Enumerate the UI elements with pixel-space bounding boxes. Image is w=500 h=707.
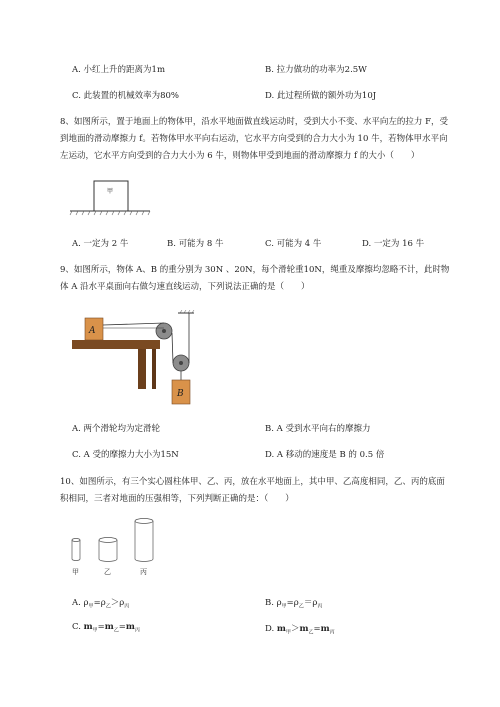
option-label: B. [265,65,274,75]
q9-option-a [72,422,160,434]
option-text: 一定为 2 牛 [83,239,129,249]
operator: ＞ [110,598,120,608]
q7-option-d [265,89,376,101]
operator: = [118,622,126,632]
cylinder-label-bing: 丙 [140,568,147,576]
subscript: 甲 [92,627,98,634]
option-label: C. [72,450,81,460]
option-label: C. [72,622,81,632]
q10-option-b [265,596,322,610]
symbol: m [125,622,135,632]
symbol: ρ [83,598,89,608]
symbol: ρ [312,598,318,608]
table-top [72,340,160,349]
cylinder-bing [135,519,153,562]
symbol: ρ [276,598,282,608]
symbol: m [276,624,286,634]
option-label: A. [72,65,81,75]
subscript: 乙 [308,629,314,636]
operator: ＞ [290,624,300,634]
symbol: ρ [293,598,299,608]
q8-stem: 8、如图所示，置于地面上的物体甲，沿水平地面做直线运动时，受到大小不变、水平向左的拉力 F，受到地面的滑动摩擦力 f。若物体甲水平向右运动，它水平方向受到的合力大小为 10 牛，若物体甲水平向左运动，它水平方向受到的合力大小为 6 牛，则物体甲受到地面的滑动摩擦力 f 的大小（ ） [60,117,449,161]
cylinder-label-yi: 乙 [104,568,111,576]
q10-option-c [72,622,140,634]
option-label: B. [265,424,274,434]
option-label: D. [265,450,275,460]
q10-option-a [72,596,129,610]
option-text: 可能为 8 牛 [178,239,224,249]
subscript: 乙 [105,603,111,610]
q8-option-c [265,237,321,249]
subscript: 甲 [88,603,94,610]
cylinder-yi [99,538,117,562]
subscript: 乙 [298,603,304,610]
option-label: C. [72,91,81,101]
q7-option-a [72,63,165,75]
option-text: A 受的摩擦力大小为15N [83,450,179,460]
q8-option-a [72,237,128,249]
option-label: D. [362,239,372,249]
q9-option-b [265,422,371,434]
option-text: 可能为 4 牛 [276,239,322,249]
symbol: m [104,622,114,632]
subscript: 丙 [329,629,335,636]
cylinder-jia [72,539,80,561]
operator: = [286,598,294,608]
operator: = [313,624,321,634]
option-label: C. [265,239,274,249]
q8-option-d [362,237,424,249]
option-text: A 受到水平向右的摩擦力 [276,424,371,434]
option-text: 拉力做功的功率为2.5W [276,65,367,75]
operator: ＝ [303,598,313,608]
option-label: A. [72,424,81,434]
operator: = [93,598,101,608]
option-label: A. [72,239,81,249]
q9-figure [72,307,202,407]
ground-hatch [70,211,150,215]
q8-option-b [167,237,223,249]
q8-figure [70,178,150,218]
option-text: 小红上升的距离为1m [83,65,166,75]
option-text: 两个滑轮均为定滑轮 [83,424,161,434]
option-text: 一定为 16 牛 [373,239,425,249]
option-label: D. [265,624,275,634]
q10-option-d [265,622,335,636]
subscript: 甲 [281,603,287,610]
q7-option-c [72,89,179,101]
option-text: A 移动的速度是 B 的 0.5 倍 [276,450,385,460]
q10-stem: 10、如图所示，有三个实心圆柱体甲、乙、丙，放在水平地面上，其中甲、乙高度相同，乙、丙的底面积相同，三者对地面的压强相等，下列判断正确的是：（ ） [60,477,445,504]
option-label: B. [265,598,274,608]
block-a-label: A [89,326,96,336]
subscript: 甲 [285,629,291,636]
q10-figure [64,515,164,580]
table-leg [138,349,146,389]
table-leg-right [152,349,156,389]
rope-horizontal [103,323,164,325]
symbol: m [320,624,330,634]
q7-option-b [265,63,367,75]
cylinder-label-jia: 甲 [72,568,79,576]
option-text: 此过程所做的额外功为10J [276,91,377,101]
block-jia [94,181,128,211]
block-jia-label: 甲 [107,188,114,195]
rope-left [172,333,173,363]
symbol: ρ [100,598,106,608]
symbol: ρ [119,598,125,608]
q9-option-d [265,448,384,460]
q9-option-c [72,448,179,460]
operator: = [97,622,105,632]
subscript: 丙 [134,627,140,634]
subscript: 丙 [317,603,323,610]
option-label: A. [72,598,81,608]
option-label: D. [265,91,275,101]
option-label: B. [167,239,176,249]
symbol: m [83,622,93,632]
option-text: 此装置的机械效率为80% [83,91,180,101]
q9-stem: 9、如图所示，物体 A、B 的重分别为 30N 、20N，每个滑轮重10N，绳重及摩擦均忽略不计，此时物体 A 沿水平桌面向右做匀速直线运动，下列说法正确的是（ ） [60,265,450,292]
subscript: 丙 [124,603,130,610]
subscript: 乙 [113,627,119,634]
symbol: m [299,624,309,634]
block-b-label: B [177,389,184,399]
